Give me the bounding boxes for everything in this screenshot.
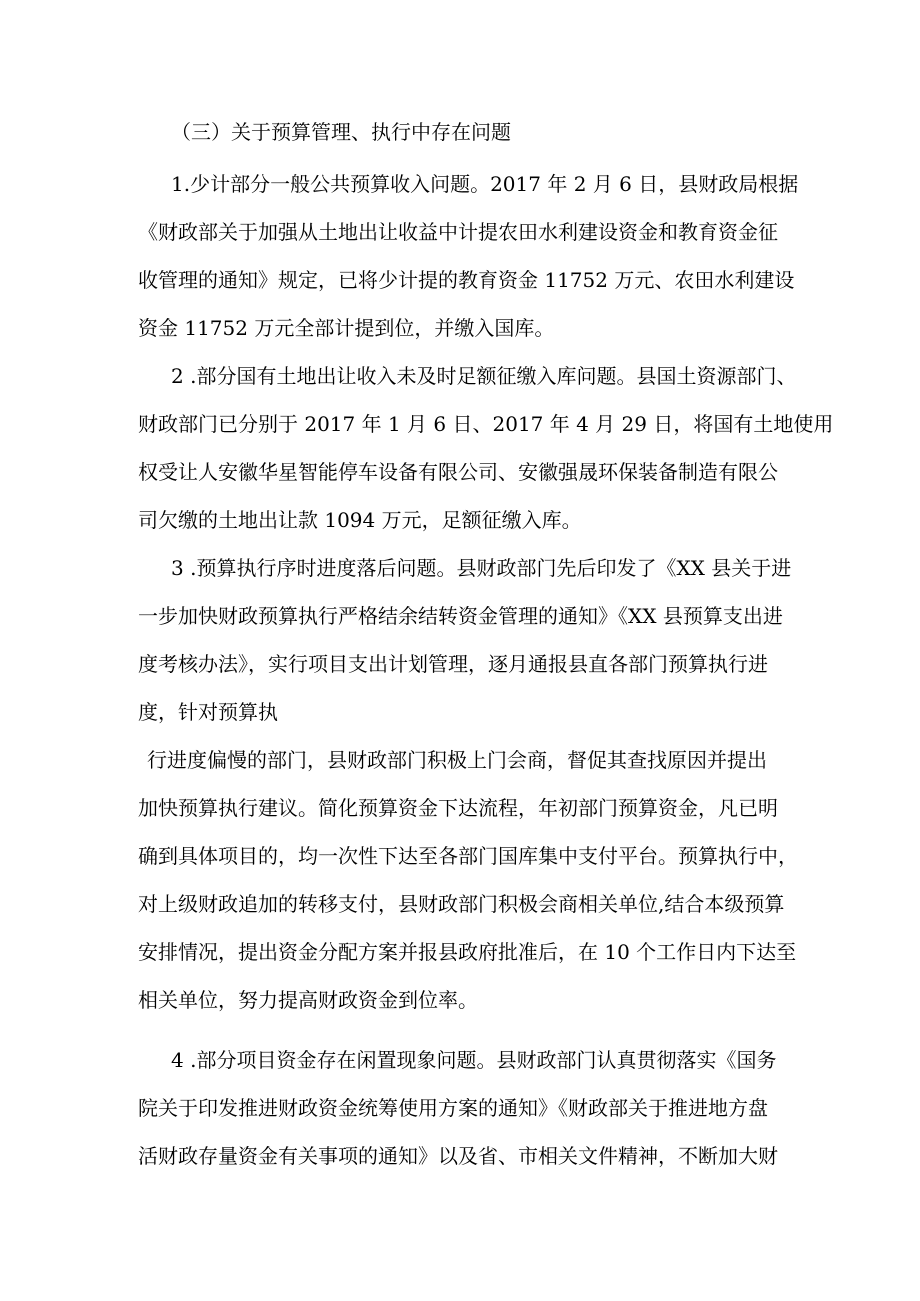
paragraph-3-cont-line-4: 对上级财政追加的转移支付，县财政部门积极会商相关单位,结合本级预算 xyxy=(138,892,785,916)
paragraph-3-line-1: 3 .预算执行序时进度落后问题。县财政部门先后印发了《XX 县关于进 xyxy=(171,556,792,580)
paragraph-3-line-3: 度考核办法》，实行项目支出计划管理，逐月通报县直各部门预算执行进 xyxy=(138,652,768,676)
paragraph-4-line-1: 4 .部分项目资金存在闲置现象问题。县财政部门认真贯彻落实《国务 xyxy=(171,1048,777,1072)
paragraph-3-cont-line-3: 确到具体项目的，均一次性下达至各部门国库集中支付平台。预算执行中， xyxy=(138,844,798,868)
paragraph-3-cont-line-5: 安排情况，提出资金分配方案并报县政府批准后，在 10 个工作日内下达至 xyxy=(138,940,797,964)
paragraph-2-line-3: 权受让人安徽华星智能停车设备有限公司、安徽强晟环保装备制造有限公 xyxy=(138,460,778,484)
paragraph-1-line-1: 1.少计部分一般公共预算收入问题。2017 年 2 月 6 日，县财政局根据 xyxy=(171,172,799,196)
paragraph-4-line-3: 活财政存量资金有关事项的通知》以及省、市相关文件精神，不断加大财 xyxy=(138,1144,778,1168)
paragraph-3-cont-line-1: 行进度偏慢的部门，县财政部门积极上门会商，督促其查找原因并提出 xyxy=(147,748,767,772)
section-heading: （三）关于预算管理、执行中存在问题 xyxy=(171,120,511,144)
paragraph-2-line-4: 司欠缴的土地出让款 1094 万元，足额征缴入库。 xyxy=(138,508,582,532)
paragraph-1-line-4: 资金 11752 万元全部计提到位，并缴入国库。 xyxy=(138,316,555,340)
paragraph-4-line-2: 院关于印发推进财政资金统筹使用方案的通知》《财政部关于推进地方盘 xyxy=(138,1096,768,1120)
paragraph-3-cont-line-2: 加快预算执行建议。简化预算资金下达流程，年初部门预算资金，凡已明 xyxy=(138,796,778,820)
paragraph-1-line-2: 《财政部关于加强从土地出让收益中计提农田水利建设资金和教育资金征 xyxy=(138,220,778,244)
paragraph-2-line-2: 财政部门已分别于 2017 年 1 月 6 日、2017 年 4 月 29 日，将国有土地使用 xyxy=(138,412,834,436)
paragraph-3-line-4: 度，针对预算执 xyxy=(138,700,278,724)
paragraph-1-line-3: 收管理的通知》规定，已将少计提的教育资金 11752 万元、农田水利建设 xyxy=(138,268,795,292)
paragraph-3-cont-line-6: 相关单位，努力提高财政资金到位率。 xyxy=(138,988,478,1012)
paragraph-2-line-1: 2 .部分国有土地出让收入未及时足额征缴入库问题。县国土资源部门、 xyxy=(171,364,797,388)
paragraph-3-line-2: 一步加快财政预算执行严格结余结转资金管理的通知》《XX 县预算支出进 xyxy=(138,604,783,628)
